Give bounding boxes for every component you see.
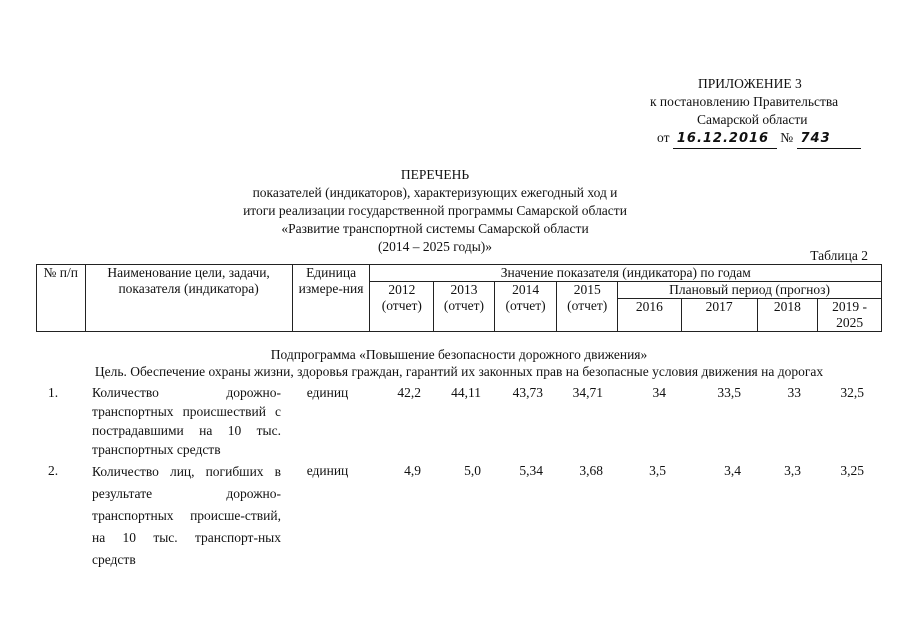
from-label: от (657, 130, 670, 145)
heading-line-3: «Развитие транспортной системы Самарской области (281, 221, 589, 236)
row-value-2016: 3,5 (649, 463, 666, 478)
header-year-2014: 2014 (отчет) (494, 282, 557, 332)
row-unit: единиц (306, 463, 349, 478)
row-value-2012: 42,2 (397, 385, 421, 400)
header-year-2016: 2016 (618, 299, 682, 332)
header-values: Значение показателя (индикатора) по годам (370, 265, 882, 282)
row-value-2014: 43,73 (512, 385, 543, 400)
row-value-2019-2025: 3,25 (840, 463, 864, 478)
indicators-table-header (36, 264, 882, 332)
row-value-2014: 5,34 (519, 463, 543, 478)
header-year-2013: 2013 (отчет) (434, 282, 495, 332)
header-year-2012: 2012 (отчет) (370, 282, 434, 332)
goal-text: Цель. Обеспечение охраны жизни, здоровья граждан, гарантий их законных прав на безопасные условия движения на дорогах (94, 364, 824, 379)
row-value-2016: 34 (652, 385, 666, 400)
table-row (36, 461, 882, 571)
header-year-2017: 2017 (681, 299, 757, 332)
header-year-2018: 2018 (757, 299, 818, 332)
subprogram-title: Подпрограмма «Повышение безопасности дорожного движения» (270, 347, 648, 362)
number-label: № (780, 130, 794, 145)
header-year-2015: 2015 (отчет) (557, 282, 618, 332)
table-body (36, 347, 882, 571)
heading-title: ПЕРЕЧЕНЬ (400, 167, 470, 182)
row-number: 1. (48, 385, 59, 400)
header-plan-period: Плановый период (прогноз) (618, 282, 882, 299)
row-value-2018: 3,3 (784, 463, 801, 478)
header-number: № п/п (37, 265, 86, 332)
heading-line-2: итоги реализации государственной программы Самарской области (243, 203, 627, 218)
document-heading (150, 166, 720, 256)
header-unit: Единица измере-ния (292, 265, 370, 332)
header-year-2019-2025: 2019 - 2025 (818, 299, 882, 332)
row-value-2013: 44,11 (451, 385, 481, 400)
row-value-2015: 34,71 (572, 385, 603, 400)
row-number: 2. (48, 463, 59, 478)
heading-line-4: (2014 – 2025 годы)» (377, 239, 493, 254)
row-value-2017: 3,4 (724, 463, 741, 478)
row-value-2017: 33,5 (717, 385, 741, 400)
appendix-title: ПРИЛОЖЕНИЕ 3 (698, 76, 802, 91)
heading-line-1: показателей (индикаторов), характеризующих ежегодный ход и (252, 185, 618, 200)
row-indicator-name: Количество дорожно-транспортных происшествий с пострадавшими на 10 тыс. транспортных средств (92, 385, 281, 457)
appendix-line-1: к постановлению Правительства (650, 94, 839, 109)
row-value-2013: 5,0 (464, 463, 481, 478)
appendix-signature-line (600, 129, 890, 149)
data-rows (36, 383, 882, 571)
header-name: Наименование цели, задачи, показателя (индикатора) (85, 265, 292, 332)
table-label: Таблица 2 (810, 248, 868, 263)
row-indicator-name: Количество лиц, погибших в результате дорожно-транспортных происше-ствий, на 10 тыс. транспорт-ных средств (92, 464, 281, 567)
handwritten-number: 743 (797, 130, 861, 149)
row-value-2015: 3,68 (579, 463, 603, 478)
appendix-block (600, 75, 890, 149)
row-value-2012: 4,9 (404, 463, 421, 478)
table-row (36, 383, 882, 459)
row-unit: единиц (306, 385, 349, 400)
handwritten-date: 16.12.2016 (673, 130, 777, 149)
row-value-2019-2025: 32,5 (840, 385, 864, 400)
row-value-2018: 33 (787, 385, 801, 400)
appendix-line-2: Самарской области (697, 112, 808, 127)
